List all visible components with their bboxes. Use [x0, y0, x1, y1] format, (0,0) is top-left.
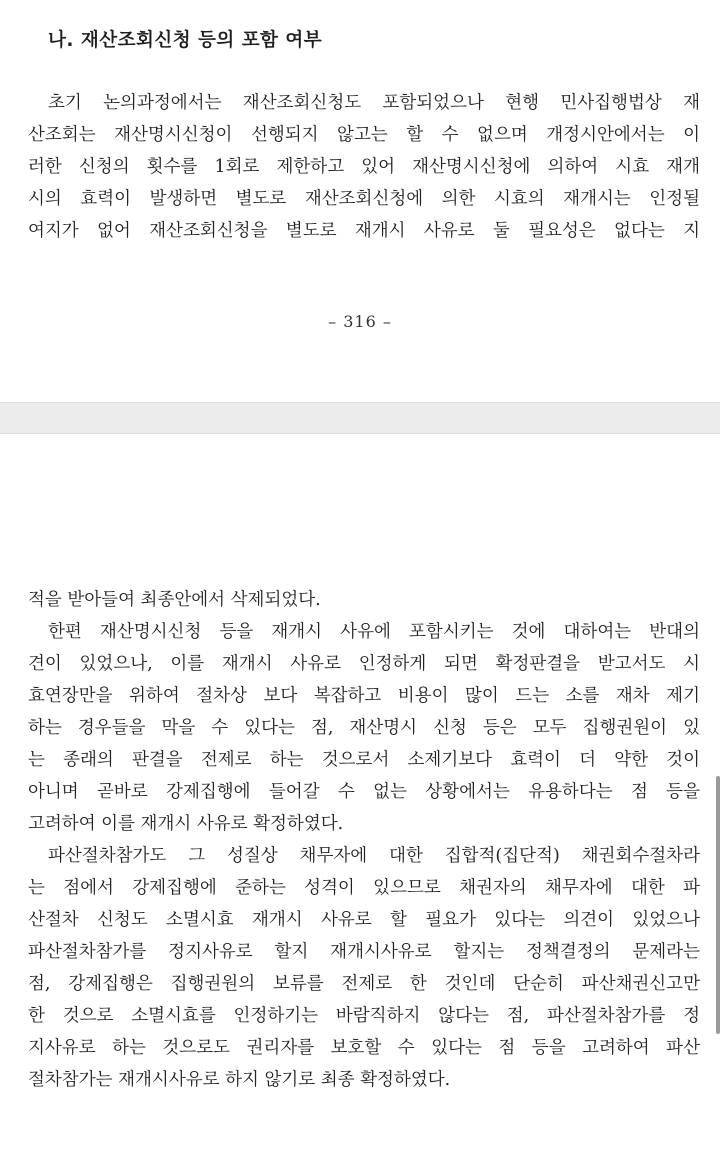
text-line: 러한 신청의 횟수를 1회로 제한하고 있어 재산명시신청에 의하여 시효 재개	[28, 157, 700, 177]
text-line: 한편 재산명시신청 등을 재개시 사유에 포함시키는 것에 대하여는 반대의	[48, 622, 700, 642]
text-line: 파산절차참가를 정지사유로 할지 재개시사유로 할지는 정책결정의 문제라는	[28, 942, 700, 962]
text-line: 시의 효력이 발생하면 별도로 재산조회신청에 의한 시효의 재개시는 인정될	[28, 189, 700, 209]
scrollbar-thumb[interactable]	[716, 776, 720, 1034]
text-line: 적을 받아들여 최종안에서 삭제되었다.	[28, 590, 321, 610]
text-line: 지사유로 하는 것으로도 권리자를 보호할 수 있다는 점 등을 고려하여 파산	[28, 1038, 700, 1058]
text-line: 산절차 신청도 소멸시효 재개시 사유로 할 필요가 있다는 의견이 있었으나	[28, 910, 700, 930]
text-line: 절차참가는 재개시사유로 하지 않기로 최종 확정하였다.	[28, 1070, 451, 1090]
section-heading: 나. 재산조회신청 등의 포함 여부	[48, 30, 323, 51]
text-line: 아니며 곧바로 강제집행에 들어갈 수 없는 상황에서는 유용하다는 점 등을	[28, 782, 700, 802]
document-page-316	[0, 0, 720, 402]
page-separator	[0, 402, 720, 434]
paragraph-property-inquiry	[28, 87, 700, 247]
body-text	[28, 584, 700, 1096]
text-line: 한 것으로 소멸시효를 인정하기는 바람직하지 않다는 점, 파산절차참가를 정	[28, 1006, 700, 1026]
text-line: 산조회는 재산명시신청이 선행되지 않고는 할 수 없으며 개정시안에서는 이	[28, 125, 700, 145]
text-line: 는 종래의 판결을 전제로 하는 것으로서 소제기보다 효력이 더 약한 것이	[28, 750, 700, 770]
text-line: 파산절차참가도 그 성질상 채무자에 대한 집합적(집단적) 채권회수절차라	[48, 846, 700, 866]
document-page-317	[0, 434, 720, 1163]
text-line: 점, 강제집행은 집행권원의 보류를 전제로 한 것인데 단순히 파산채권신고만	[28, 974, 700, 994]
text-line: 효연장만을 위하여 절차상 보다 복잡하고 비용이 많이 드는 소를 재차 제기	[28, 686, 700, 706]
text-line: 견이 있었으나, 이를 재개시 사유로 인정하게 되면 확정판결을 받고서도 시	[28, 654, 700, 674]
text-line: 여지가 없어 재산조회신청을 별도로 재개시 사유로 둘 필요성은 없다는 지	[28, 221, 700, 241]
text-line: 는 점에서 강제집행에 준하는 성격이 있으므로 채권자의 채무자에 대한 파	[28, 878, 700, 898]
text-line: 고려하여 이를 재개시 사유로 확정하였다.	[28, 814, 344, 834]
text-line: 하는 경우들을 막을 수 있다는 점, 재산명시 신청 등은 모두 집행권원이 있	[28, 718, 700, 738]
text-line: 초기 논의과정에서는 재산조회신청도 포함되었으나 현행 민사집행법상 재	[48, 93, 700, 113]
page-number: – 316 –	[328, 312, 392, 331]
